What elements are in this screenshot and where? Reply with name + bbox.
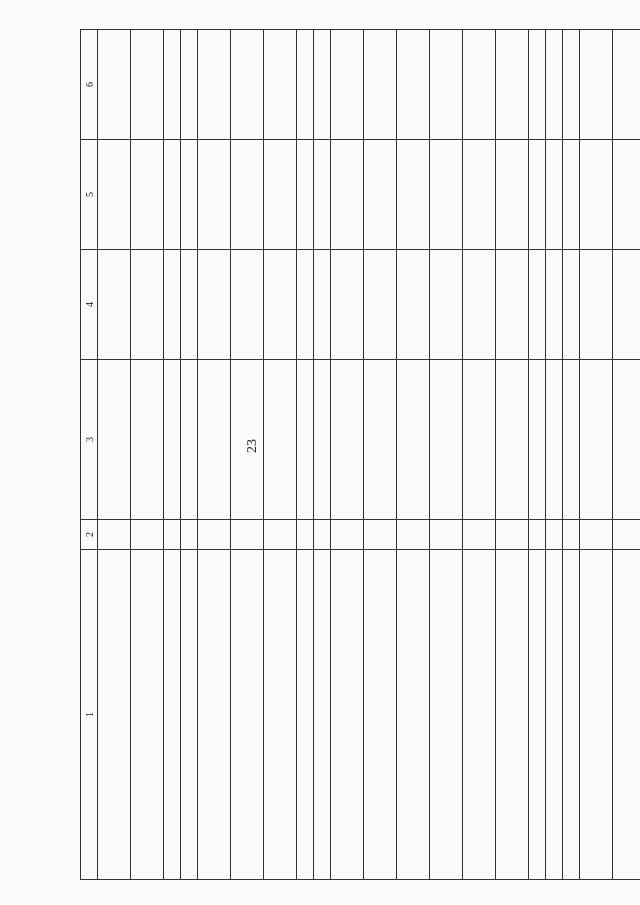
row-value-cell: [198, 250, 231, 360]
row-value-cell: [181, 250, 198, 360]
row-value-cell: [198, 30, 231, 140]
row-value-cell: [131, 250, 164, 360]
row-value-cell: [164, 30, 181, 140]
row-description-cell: [463, 550, 496, 880]
row-value-cell: [613, 30, 640, 140]
row-value-cell: [231, 30, 264, 140]
row-value-cell: [131, 140, 164, 250]
row-value-cell: [563, 30, 580, 140]
table-row: [131, 30, 164, 880]
table-row: [264, 30, 297, 880]
row-value-cell: [463, 520, 496, 550]
row-value-cell: [231, 140, 264, 250]
row-value-cell: [529, 140, 546, 250]
row-value-cell: [496, 520, 529, 550]
rotated-table-area: [80, 30, 640, 880]
row-value-cell: [98, 30, 131, 140]
header-cell: 6: [81, 30, 98, 140]
row-value-cell: [364, 520, 397, 550]
row-value-cell: [364, 360, 397, 520]
table-row: [563, 30, 580, 880]
row-value-cell: [397, 30, 430, 140]
row-value-cell: [231, 250, 264, 360]
row-description-cell: [331, 550, 364, 880]
row-value-cell: [264, 520, 297, 550]
row-value-cell: [314, 30, 331, 140]
table-row: [529, 30, 546, 880]
row-value-cell: [563, 140, 580, 250]
row-description-cell: [131, 550, 164, 880]
row-value-cell: [529, 360, 546, 520]
row-value-cell: [231, 520, 264, 550]
row-value-cell: [198, 520, 231, 550]
row-value-cell: [264, 30, 297, 140]
header-cell: 2: [81, 520, 98, 550]
row-value-cell: [496, 250, 529, 360]
row-value-cell: [430, 250, 463, 360]
row-value-cell: [397, 140, 430, 250]
row-description-cell: [98, 550, 131, 880]
row-value-cell: [181, 140, 198, 250]
header-cell: 1: [81, 550, 98, 880]
row-description-cell: [430, 550, 463, 880]
row-value-cell: [529, 30, 546, 140]
table-row: [98, 30, 131, 880]
row-value-cell: [314, 140, 331, 250]
row-description-cell: [198, 550, 231, 880]
table-row: [364, 30, 397, 880]
row-value-cell: [181, 360, 198, 520]
row-value-cell: [580, 30, 613, 140]
row-value-cell: [463, 140, 496, 250]
row-value-cell: [430, 360, 463, 520]
row-description-cell: [563, 550, 580, 880]
table-row: [164, 30, 181, 880]
row-value-cell: [364, 140, 397, 250]
table-row: [331, 30, 364, 880]
rotated-table-wrapper: [80, 30, 640, 880]
row-value-cell: [314, 360, 331, 520]
header-cell: 3: [81, 360, 98, 520]
row-value-cell: [181, 30, 198, 140]
row-description-cell: [314, 550, 331, 880]
row-value-cell: [546, 360, 563, 520]
table-row: [314, 30, 331, 880]
row-value-cell: [430, 140, 463, 250]
row-description-cell: [529, 550, 546, 880]
row-value-cell: [98, 140, 131, 250]
row-value-cell: [264, 360, 297, 520]
row-value-cell: [563, 250, 580, 360]
row-value-cell: [496, 30, 529, 140]
row-value-cell: [164, 140, 181, 250]
row-value-cell: [496, 140, 529, 250]
row-value-cell: [297, 250, 314, 360]
budget-table: [80, 29, 640, 880]
row-value-cell: [613, 520, 640, 550]
row-value-cell: [131, 520, 164, 550]
row-description-cell: [297, 550, 314, 880]
table-row: [463, 30, 496, 880]
row-value-cell: [331, 250, 364, 360]
row-value-cell: [580, 360, 613, 520]
row-value-cell: [529, 250, 546, 360]
table-row: [430, 30, 463, 880]
row-value-cell: [463, 30, 496, 140]
row-value-cell: [546, 140, 563, 250]
page-number: 23: [245, 439, 260, 453]
row-description-cell: [397, 550, 430, 880]
row-value-cell: [397, 360, 430, 520]
table-row: [198, 30, 231, 880]
table-body: [98, 30, 640, 880]
row-description-cell: [546, 550, 563, 880]
row-value-cell: [98, 520, 131, 550]
row-description-cell: [613, 550, 640, 880]
row-value-cell: [198, 140, 231, 250]
header-cell: 4: [81, 250, 98, 360]
row-value-cell: [546, 30, 563, 140]
table-row: [496, 30, 529, 880]
row-value-cell: [546, 520, 563, 550]
row-value-cell: [546, 250, 563, 360]
row-description-cell: [231, 550, 264, 880]
row-value-cell: [331, 360, 364, 520]
row-value-cell: [164, 520, 181, 550]
row-value-cell: [131, 30, 164, 140]
row-value-cell: [164, 250, 181, 360]
row-value-cell: [580, 140, 613, 250]
row-description-cell: [181, 550, 198, 880]
row-value-cell: [314, 520, 331, 550]
row-value-cell: [613, 360, 640, 520]
row-value-cell: [529, 520, 546, 550]
row-value-cell: [297, 30, 314, 140]
header-cell: 5: [81, 140, 98, 250]
table-row: [546, 30, 563, 880]
row-value-cell: [580, 520, 613, 550]
row-value-cell: [397, 520, 430, 550]
row-description-cell: [264, 550, 297, 880]
row-value-cell: [496, 360, 529, 520]
row-description-cell: [164, 550, 181, 880]
row-value-cell: [297, 520, 314, 550]
row-value-cell: [98, 250, 131, 360]
table-header-row: [81, 30, 98, 880]
row-value-cell: [331, 30, 364, 140]
row-value-cell: [231, 360, 264, 520]
row-value-cell: [331, 520, 364, 550]
row-value-cell: [331, 140, 364, 250]
row-value-cell: [364, 30, 397, 140]
row-value-cell: [397, 250, 430, 360]
table-row: [397, 30, 430, 880]
row-value-cell: [613, 250, 640, 360]
row-value-cell: [364, 250, 397, 360]
row-value-cell: [131, 360, 164, 520]
row-description-cell: [580, 550, 613, 880]
row-description-cell: [496, 550, 529, 880]
table-row: [580, 30, 613, 880]
row-value-cell: [430, 520, 463, 550]
table-row: [297, 30, 314, 880]
row-value-cell: [181, 520, 198, 550]
row-value-cell: [198, 360, 231, 520]
row-description-cell: [364, 550, 397, 880]
row-value-cell: [563, 520, 580, 550]
row-value-cell: [297, 360, 314, 520]
row-value-cell: [297, 140, 314, 250]
row-value-cell: [314, 250, 331, 360]
row-value-cell: [430, 30, 463, 140]
row-value-cell: [463, 250, 496, 360]
table-row: [181, 30, 198, 880]
row-value-cell: [580, 250, 613, 360]
row-value-cell: [264, 250, 297, 360]
row-value-cell: [98, 360, 131, 520]
row-value-cell: [563, 360, 580, 520]
table-row: [613, 30, 640, 880]
row-value-cell: [463, 360, 496, 520]
row-value-cell: [164, 360, 181, 520]
row-value-cell: [613, 140, 640, 250]
row-value-cell: [264, 140, 297, 250]
table-row: [231, 30, 264, 880]
